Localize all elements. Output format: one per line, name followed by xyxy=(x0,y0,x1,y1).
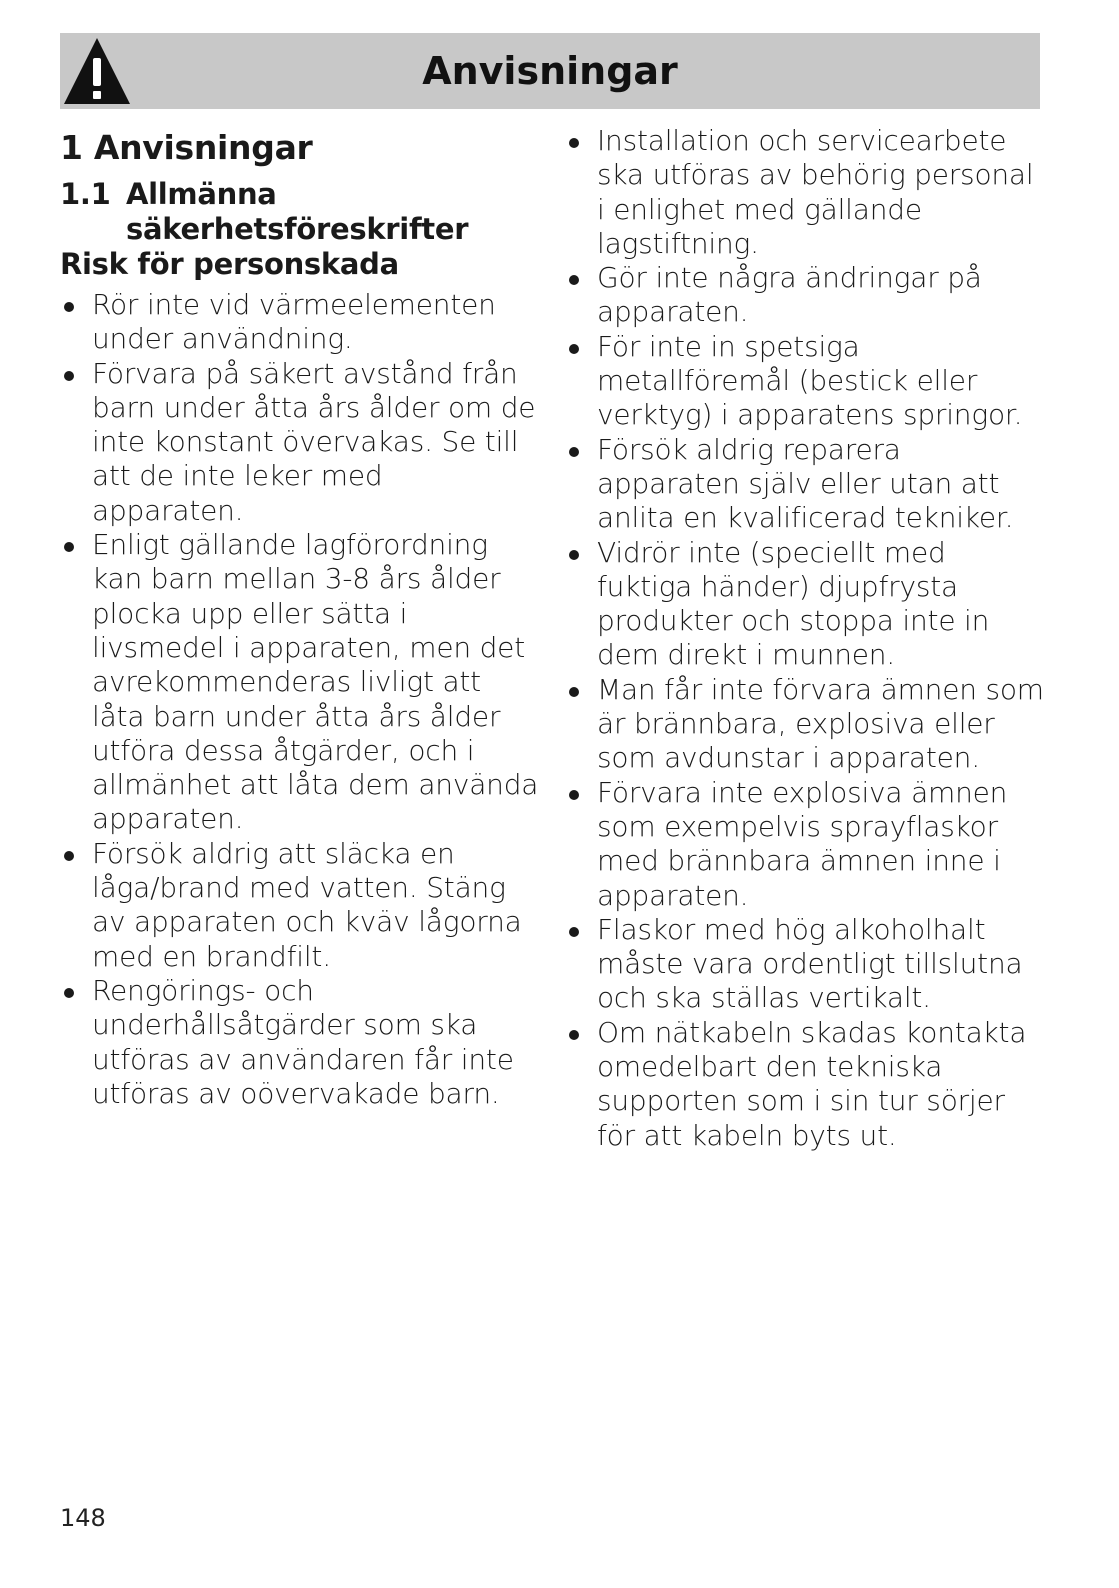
list-item xyxy=(565,433,1045,536)
bullet-icon xyxy=(569,1030,579,1040)
bullet-icon xyxy=(64,851,74,861)
list-item xyxy=(565,261,1045,330)
list-item xyxy=(60,837,540,974)
list-item xyxy=(60,974,540,1111)
left-column xyxy=(60,124,540,1111)
subsection-title xyxy=(126,177,468,247)
bullet-icon xyxy=(569,550,579,560)
bullet-icon xyxy=(569,138,579,148)
list-item xyxy=(565,913,1045,1016)
list-item xyxy=(565,124,1045,261)
list-item-text: Försök aldrig att släcka en låga/brand med vatten. Stäng av apparaten och kväv lågorna med en brandfilt. xyxy=(92,836,522,973)
bullet-icon xyxy=(569,927,579,937)
list-item xyxy=(565,776,1045,913)
list-item-text: Försök aldrig reparera apparaten själv eller utan att anlita en kvalificerad tekniker. xyxy=(597,432,1014,535)
bullet-icon xyxy=(569,275,579,285)
list-item-text: Vidrör inte (speciellt med fuktiga händer) djupfrysta produkter och stoppa inte in dem direkt i munnen. xyxy=(597,535,990,672)
bullet-icon xyxy=(64,542,74,552)
bullet-icon xyxy=(569,687,579,697)
bullet-icon xyxy=(569,790,579,800)
list-item xyxy=(565,330,1045,433)
list-item-text: Enligt gällande lagförordning kan barn mellan 3-8 års ålder plocka upp eller sätta i livsmedel i apparaten, men det avrekommenderas livligt att låta barn under åtta års ålder utföra dessa åtgärder, och i allmänhet att låta dem använda apparaten. xyxy=(92,528,539,836)
list-item xyxy=(60,288,540,357)
right-bullet-list xyxy=(565,124,1045,1153)
risk-heading: Risk för personskada xyxy=(60,247,399,281)
subsection-number: 1.1 xyxy=(60,177,111,211)
list-item-text: För inte in spetsiga metallföremål (bestick eller verktyg) i apparatens springor. xyxy=(597,329,1023,432)
list-item xyxy=(565,536,1045,673)
list-item-text: Om nätkabeln skadas kontakta omedelbart den tekniska supporten som i sin tur sörjer för att kabeln byts ut. xyxy=(597,1015,1027,1152)
list-item-text: Installation och servicearbete ska utföras av behörig personal i enlighet med gällande lagstiftning. xyxy=(597,124,1034,260)
list-item xyxy=(60,357,540,528)
bullet-icon xyxy=(64,988,74,998)
list-item xyxy=(565,673,1045,776)
bullet-icon xyxy=(64,371,74,381)
list-item-text: Gör inte några ändringar på apparaten. xyxy=(597,261,982,329)
section-heading: 1 Anvisningar xyxy=(60,128,313,167)
left-bullet-list xyxy=(60,288,540,1111)
subsection-title-line2: säkerhetsföreskrifter xyxy=(126,212,469,246)
list-item-text: Rör inte vid värmeelementen under användning. xyxy=(92,288,496,356)
list-item-text: Man får inte förvara ämnen som är brännbara, explosiva eller som avdunstar i apparaten. xyxy=(597,672,1044,775)
list-item-text: Rengörings- och underhållsåtgärder som ska utföras av användaren får inte utföras av oövervakade barn. xyxy=(92,973,514,1110)
bullet-icon xyxy=(569,447,579,457)
subsection-title-line1: Allmänna xyxy=(126,177,277,211)
list-item-text: Förvara på säkert avstånd från barn under åtta års ålder om de inte konstant övervakas. Se till att de inte leker med apparaten. xyxy=(92,356,536,527)
list-item-text: Förvara inte explosiva ämnen som exempelvis sprayflaskor med brännbara ämnen inne i apparaten. xyxy=(597,775,1008,912)
page-number: 148 xyxy=(60,1504,106,1532)
page-header-title: Anvisningar xyxy=(422,49,678,93)
bullet-icon xyxy=(64,302,74,312)
subsection-heading xyxy=(60,177,540,247)
list-item-text: Flaskor med hög alkoholhalt måste vara ordentligt tillslutna och ska ställas vertikalt. xyxy=(597,912,1023,1015)
bullet-icon xyxy=(569,344,579,354)
list-item xyxy=(60,528,540,837)
list-item xyxy=(565,1016,1045,1153)
right-column xyxy=(565,124,1045,1153)
